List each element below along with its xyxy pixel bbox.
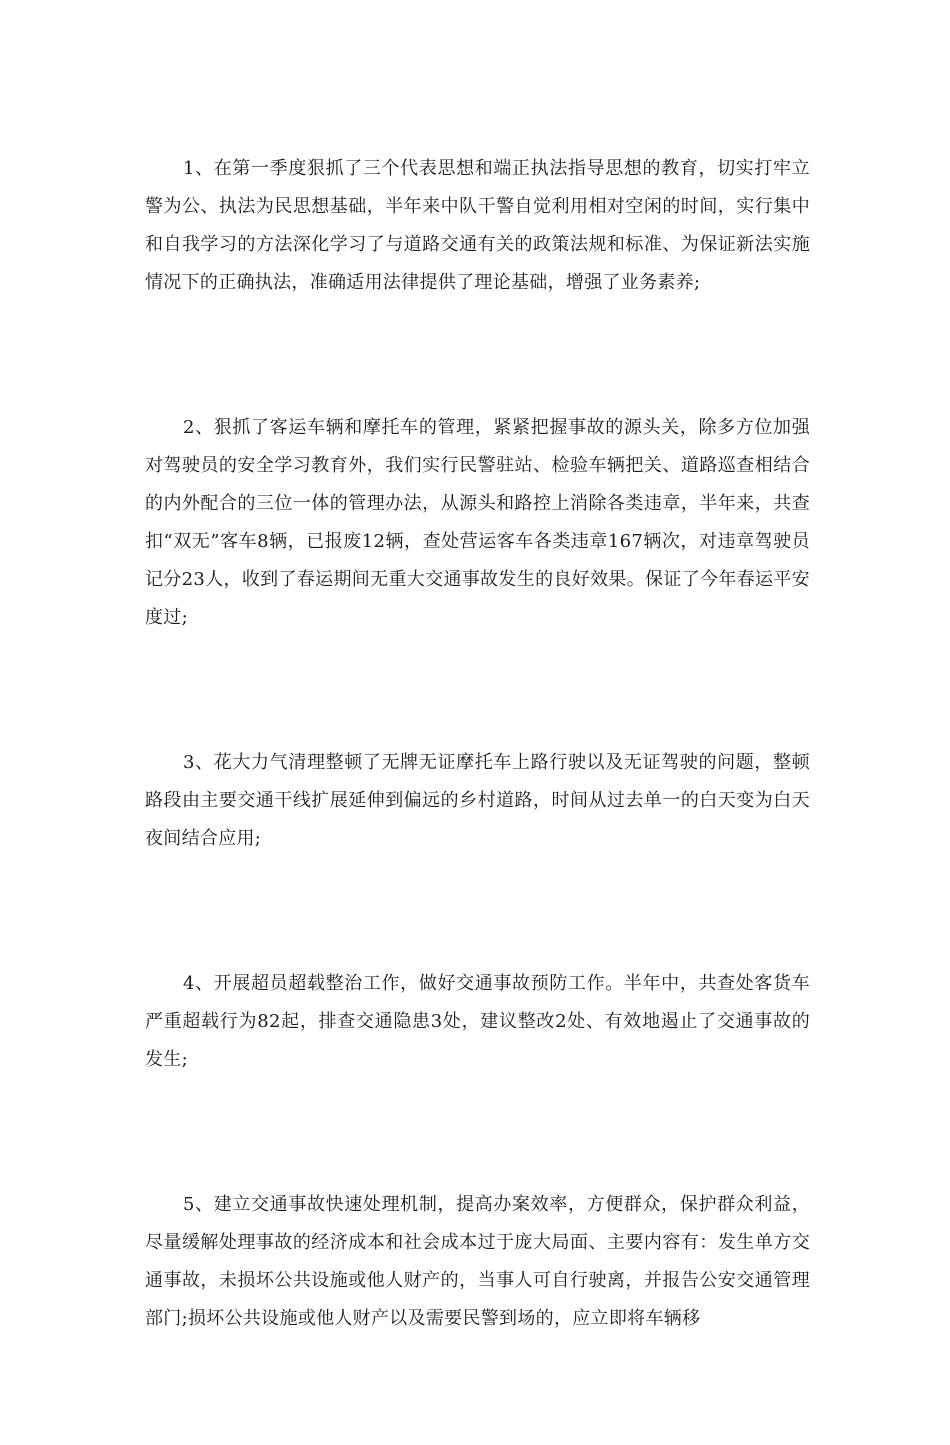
document-body bbox=[145, 150, 810, 1445]
paragraph-4: 4、开展超员超载整治工作，做好交通事故预防工作。半年中，共查处客货车严重超载行为82起，排查交通隐患3处，建议整改2处、有效地遏止了交通事故的发生; bbox=[145, 973, 810, 1070]
paragraph-1: 1、在第一季度狠抓了三个代表思想和端正执法指导思想的教育，切实打牢立警为公、执法为民思想基础，半年来中队干警自觉利用相对空闲的时间，实行集中和自我学习的方法深化学习了与道路交通有关的政策法规和标准、为保证新法实施情况下的正确执法，准确适用法律提供了理论基础，增强了业务素养; bbox=[145, 158, 810, 293]
paragraph-5: 5、建立交通事故快速处理机制，提高办案效率，方便群众，保护群众利益，尽量缓解处理事故的经济成本和社会成本过于庞大局面、主要内容有：发生单方交通事故，未损坏公共设施或他人财产的，当事人可自行驶离，并报告公安交通管理部门;损坏公共设施或他人财产以及需要民警到场的，应立即将车辆移 bbox=[145, 1194, 810, 1329]
paragraph-2: 2、狠抓了客运车辆和摩托车的管理，紧紧把握事故的源头关，除多方位加强对驾驶员的安全学习教育外，我们实行民警驻站、检验车辆把关、道路巡查相结合的内外配合的三位一体的管理办法，从源头和路控上消除各类违章，半年来，共查扣“双无”客车8辆，已报废12辆，查处营运客车各类违章167辆次，对违章驾驶员记分23人，收到了春运期间无重大交通事故发生的良好效果。保证了今年春运平安度过; bbox=[145, 417, 810, 628]
paragraph-3: 3、花大力气清理整顿了无牌无证摩托车上路行驶以及无证驾驶的问题，整顿路段由主要交通干线扩展延伸到偏远的乡村道路，时间从过去单一的白天变为白天夜间结合应用; bbox=[145, 752, 810, 849]
